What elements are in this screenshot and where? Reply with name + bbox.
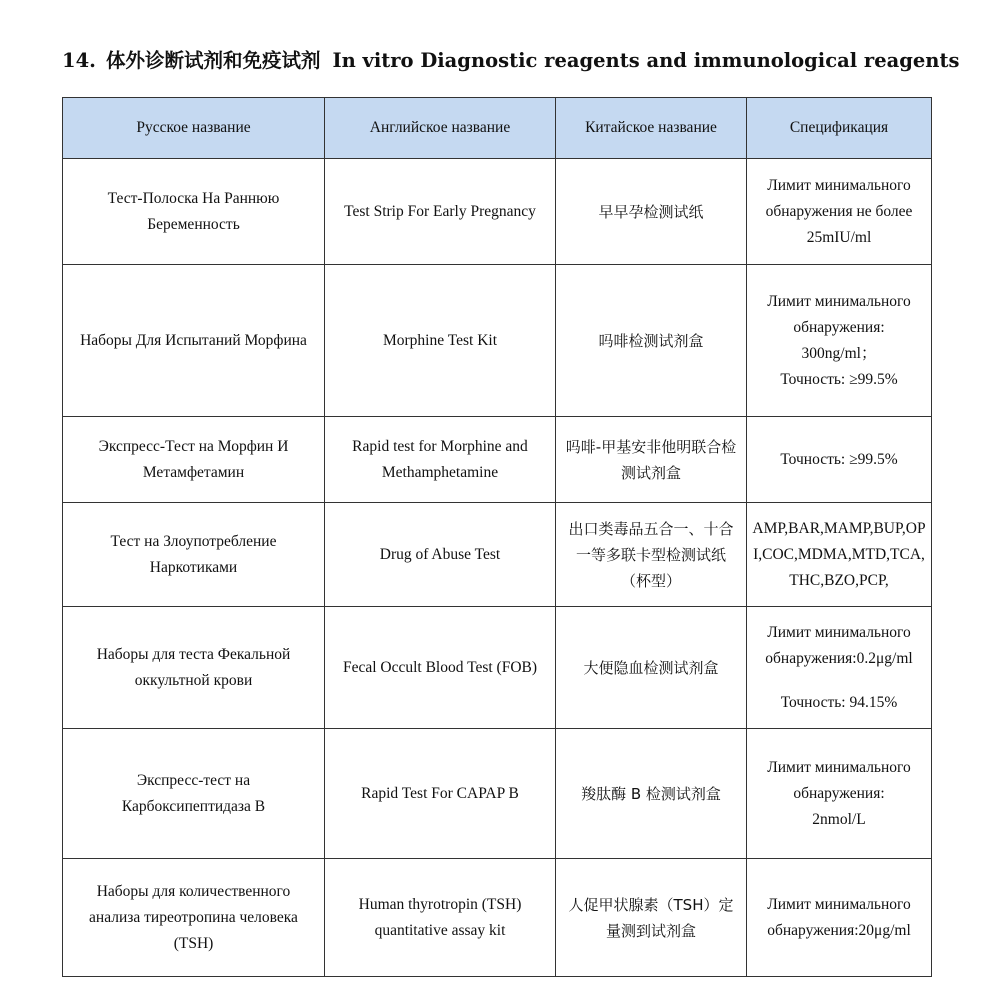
cell-chinese-name: 出口类毒品五合一、十合一等多联卡型检测试纸（杯型） <box>556 503 747 607</box>
table-row <box>63 503 932 607</box>
cell-chinese-name: 大便隐血检测试剂盒 <box>556 607 747 729</box>
cell-russian-name: Экспресс-Тест на Морфин И Метамфетамин <box>63 417 325 503</box>
cell-english-name: Drug of Abuse Test <box>325 503 556 607</box>
table-row <box>63 607 932 729</box>
cell-specification <box>747 859 932 977</box>
cell-russian-name: Тест на Злоупотребление Наркотиками <box>63 503 325 607</box>
cell-russian-name: Наборы для теста Фекальной оккультной крови <box>63 607 325 729</box>
cell-english-name: Fecal Occult Blood Test (FOB) <box>325 607 556 729</box>
cell-chinese-name: 吗啡检测试剂盒 <box>556 265 747 417</box>
section-number: 14. <box>62 49 96 72</box>
spec-line: Лимит минимального обнаружения:0.2μg/ml <box>765 623 913 667</box>
spec-line: 2nmol/L <box>812 810 866 828</box>
spec-line: Лимит минимального обнаружения:20μg/ml <box>767 895 911 939</box>
spec-line: AMP,BAR,MAMP,BUP,OPI,COC,MDMA,MTD,TCA,THC,BZO,PCP, <box>752 519 926 589</box>
cell-chinese-name: 羧肽酶 B 检测试剂盒 <box>556 729 747 859</box>
cell-english-name: Rapid test for Morphine and Methamphetamine <box>325 417 556 503</box>
section-heading <box>62 46 960 76</box>
header-russian-name: Русское название <box>63 98 325 159</box>
table-header-row <box>63 98 932 159</box>
cell-english-name: Human thyrotropin (TSH) quantitative assay kit <box>325 859 556 977</box>
cell-specification <box>747 265 932 417</box>
cell-russian-name: Экспресс-тест на Карбоксипептидаза В <box>63 729 325 859</box>
table-row <box>63 159 932 265</box>
spec-spacer <box>755 672 923 690</box>
spec-line: Лимит минимального обнаружения: <box>767 758 911 802</box>
table-row <box>63 729 932 859</box>
cell-english-name: Morphine Test Kit <box>325 265 556 417</box>
header-chinese-name: Китайское название <box>556 98 747 159</box>
spec-line: Лимит минимального обнаружения: <box>767 292 911 336</box>
spec-line: Точность: ≥99.5% <box>780 450 898 468</box>
cell-specification <box>747 729 932 859</box>
cell-english-name: Rapid Test For CAPAP B <box>325 729 556 859</box>
cell-chinese-name: 早早孕检测试纸 <box>556 159 747 265</box>
table-row <box>63 417 932 503</box>
spec-line: Лимит минимального обнаружения не более 25mIU/ml <box>765 176 913 246</box>
cell-russian-name: Тест-Полоска На Раннюю Беременность <box>63 159 325 265</box>
header-specification: Спецификация <box>747 98 932 159</box>
cell-chinese-name: 人促甲状腺素（TSH）定量测到试剂盒 <box>556 859 747 977</box>
reagents-table <box>62 97 932 977</box>
section-title-chinese: 体外诊断试剂和免疫试剂 <box>105 49 321 72</box>
spec-line: Точность: 94.15% <box>780 693 898 711</box>
cell-specification <box>747 417 932 503</box>
cell-chinese-name: 吗啡-甲基安非他明联合检测试剂盒 <box>556 417 747 503</box>
cell-russian-name: Наборы для количественного анализа тиреотропина человека (TSH) <box>63 859 325 977</box>
section-title-english: In vitro Diagnostic reagents and immunological reagents <box>332 49 960 72</box>
header-english-name: Английское название <box>325 98 556 159</box>
cell-english-name: Test Strip For Early Pregnancy <box>325 159 556 265</box>
spec-line: 300ng/ml； <box>801 344 877 362</box>
cell-specification <box>747 607 932 729</box>
cell-russian-name: Наборы Для Испытаний Морфина <box>63 265 325 417</box>
table-row <box>63 859 932 977</box>
cell-specification <box>747 503 932 607</box>
table-row <box>63 265 932 417</box>
cell-specification <box>747 159 932 265</box>
spec-line: Точность: ≥99.5% <box>780 370 898 388</box>
